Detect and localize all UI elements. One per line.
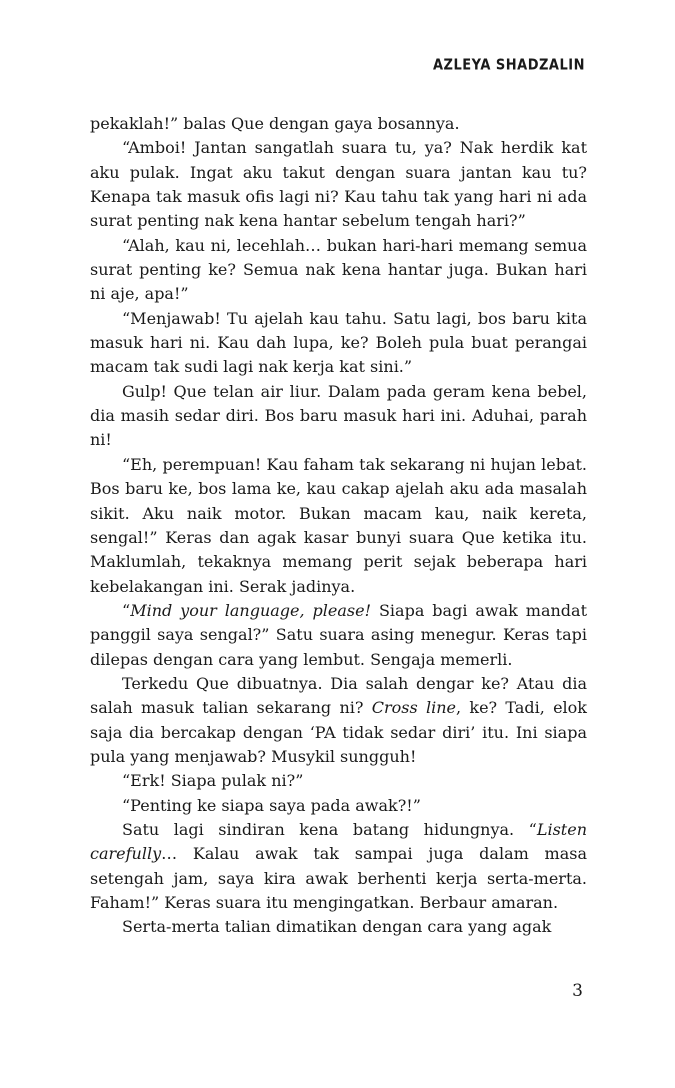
text-segment: pekaklah!” balas Que dengan gaya bosannya. xyxy=(90,114,460,133)
paragraph xyxy=(90,818,587,915)
text-segment: “Alah, kau ni, lecehlah… bukan hari-hari memang semua surat penting ke? Semua nak kena hantar juga. Bukan hari ni aje, apa!” xyxy=(90,235,587,304)
paragraph xyxy=(90,380,587,453)
page-number: 3 xyxy=(572,981,583,1001)
text-segment: Satu lagi sindiran kena batang hidungnya. “ xyxy=(122,819,537,839)
paragraph xyxy=(90,769,587,793)
paragraph xyxy=(90,453,587,599)
text-segment: , ke? Tadi, elok saja dia bercakap dengan ‘PA tidak sedar diri’ itu. Ini siapa pula yang menjawab? Musykil sungguh! xyxy=(90,698,588,766)
text-segment: “Menjawab! Tu ajelah kau tahu. Satu lagi, bos baru kita masuk hari ni. Kau dah lupa, ke? Boleh pula buat perangai macam tak sudi lagi nak kerja kat sini.” xyxy=(90,308,587,377)
italic-text: Cross line xyxy=(371,698,456,718)
text-segment: Siapa bagi awak mandat panggil saya sengal?” Satu suara asing menegur. Keras tapi dilepas dengan cara yang lembut. Sengaja memerli. xyxy=(90,600,588,669)
text-segment: Terkedu Que dibuatnya. Dia salah dengar ke? Atau dia salah masuk talian sekarang ni? xyxy=(90,673,587,718)
paragraph xyxy=(90,599,587,672)
text-segment: Gulp! Que telan air liur. Dalam pada geram kena bebel, dia masih sedar diri. Bos baru masuk hari ini. Aduhai, parah ni! xyxy=(90,381,587,450)
italic-text: Listen carefully xyxy=(90,819,587,864)
italic-text: Mind your language, please! xyxy=(130,600,372,620)
paragraph xyxy=(90,307,587,380)
text-segment: … Kalau awak tak sampai juga dalam masa setengah jam, saya kira awak berhenti kerja serta-merta. Faham!” Keras suara itu mengingatkan. Berbaur amaran. xyxy=(90,844,587,912)
paragraph xyxy=(90,234,587,307)
text-segment: “Penting ke siapa saya pada awak?!” xyxy=(122,795,421,815)
paragraph xyxy=(90,112,587,136)
text-segment: Serta-merta talian dimatikan dengan cara yang agak xyxy=(122,917,552,937)
paragraph xyxy=(90,915,587,939)
text-segment: “ xyxy=(122,600,131,620)
paragraph xyxy=(90,672,587,769)
text-segment: “Erk! Siapa pulak ni?” xyxy=(122,771,304,791)
text-segment: “Eh, perempuan! Kau faham tak sekarang ni hujan lebat. Bos baru ke, bos lama ke, kau cakap ajelah aku ada masalah sikit. Aku naik motor. Bukan macam kau, naik kereta, sengal!” Keras dan agak kasar bunyi suara Que ketika itu. Maklumlah, tekaknya memang perit sejak beberapa hari kebelakangan ini. Serak jadinya. xyxy=(90,454,587,596)
running-header-author: AZLEYA SHADZALIN xyxy=(433,57,585,75)
text-segment: “Amboi! Jantan sangatlah suara tu, ya? Nak herdik kat aku pulak. Ingat aku takut dengan suara jantan kau tu? Kenapa tak masuk ofis lagi ni? Kau tahu tak yang hari ni ada surat penting nak kena hantar sebelum tengah hari?” xyxy=(90,138,587,231)
body-text xyxy=(90,112,587,940)
paragraph xyxy=(90,794,587,818)
paragraph xyxy=(90,136,587,233)
